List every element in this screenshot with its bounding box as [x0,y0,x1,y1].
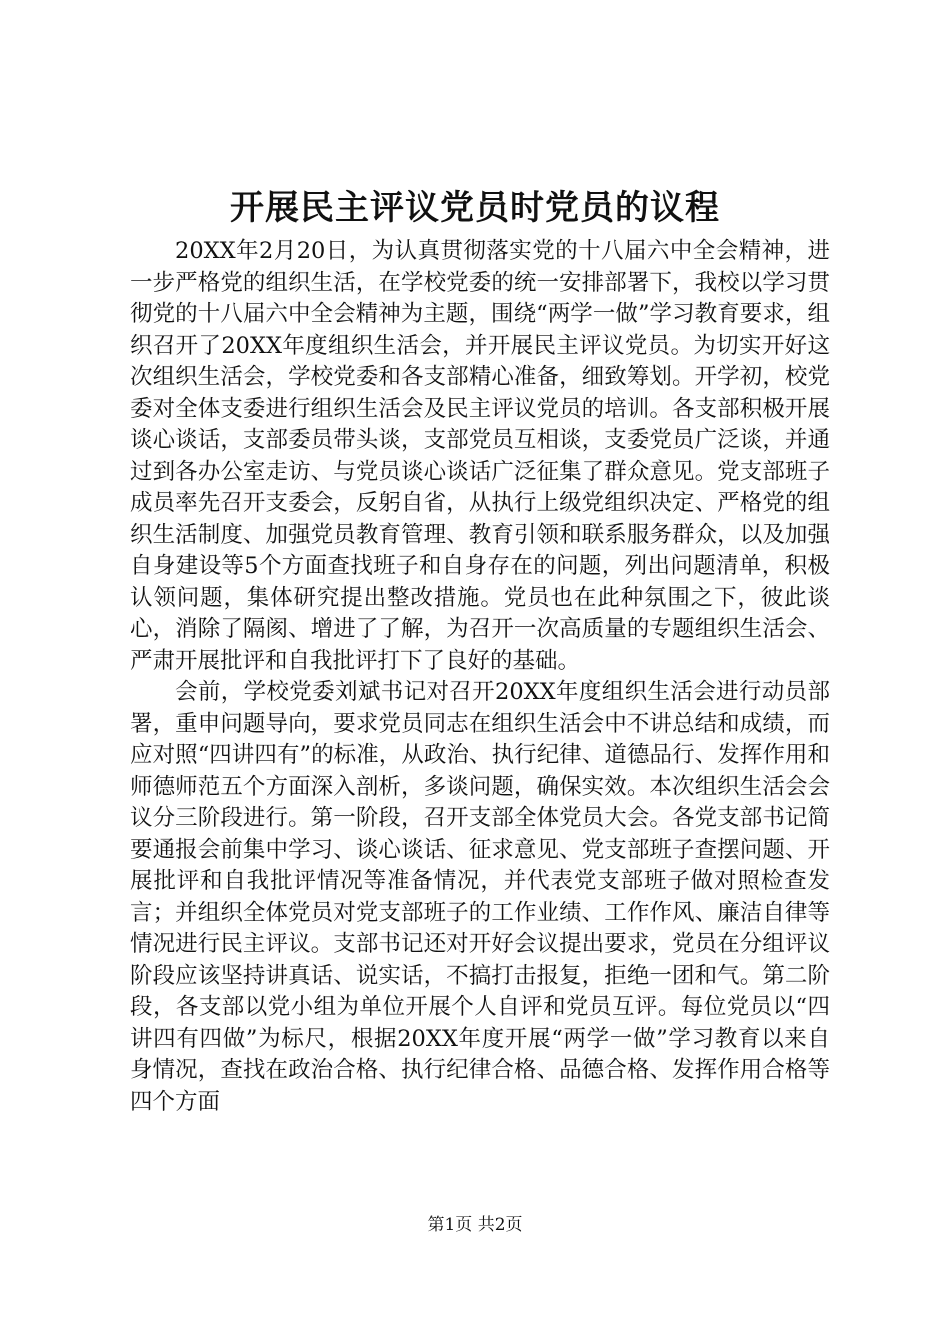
document-body [130,236,830,1118]
page-number-footer: 第1页 共2页 [427,1215,523,1235]
document-title: 开展民主评议党员时党员的议程 [230,188,720,228]
paragraph-2: 会前，学校党委刘斌书记对召开20XX年度组织生活会进行动员部署，重申问题导向，要求党员同志在组织生活会中不讲总结和成绩，而应对照“四讲四有”的标准，从政治、执行纪律、道德品行、发挥作用和师德师范五个方面深入剖析，多谈问题，确保实效。本次组织生活会会议分三阶段进行。第一阶段，召开支部全体党员大会。各党支部书记简要通报会前集中学习、谈心谈话、征求意见、党支部班子查摆问题、开展批评和自我批评情况等准备情况，并代表党支部班子做对照检查发言；并组织全体党员对党支部班子的工作业绩、工作作风、廉洁自律等情况进行民主评议。支部书记还对开好会议提出要求，党员在分组评议阶段应该坚持讲真话、说实话，不搞打击报复，拒绝一团和气。第二阶段，各支部以党小组为单位开展个人自评和党员互评。每位党员以“四讲四有四做”为标尺，根据20XX年度开展“两学一做”学习教育以来自身情况，查找在政治合格、执行纪律合格、品德合格、发挥作用合格等四个方面 [130,679,830,1115]
paragraph-1: 20XX年2月20日，为认真贯彻落实党的十八届六中全会精神，进一步严格党的组织生活，在学校党委的统一安排部署下，我校以学习贯彻党的十八届六中全会精神为主题，围绕“两学一做”学习教育要求，组织召开了20XX年度组织生活会，并开展民主评议党员。为切实开好这次组织生活会，学校党委和各支部精心准备，细致筹划。开学初，校党委对全体支委进行组织生活会及民主评议党员的培训。各支部积极开展谈心谈话，支部委员带头谈，支部党员互相谈，支委党员广泛谈，并通过到各办公室走访、与党员谈心谈话广泛征集了群众意见。党支部班子成员率先召开支委会，反躬自省，从执行上级党组织决定、严格党的组织生活制度、加强党员教育管理、教育引领和联系服务群众，以及加强自身建设等5个方面查找班子和自身存在的问题，列出问题清单，积极认领问题，集体研究提出整改措施。党员也在此种氛围之下，彼此谈心，消除了隔阂、增进了了解，为召开一次高质量的专题组织生活会、严肃开展批评和自我批评打下了良好的基础。 [130,238,830,674]
